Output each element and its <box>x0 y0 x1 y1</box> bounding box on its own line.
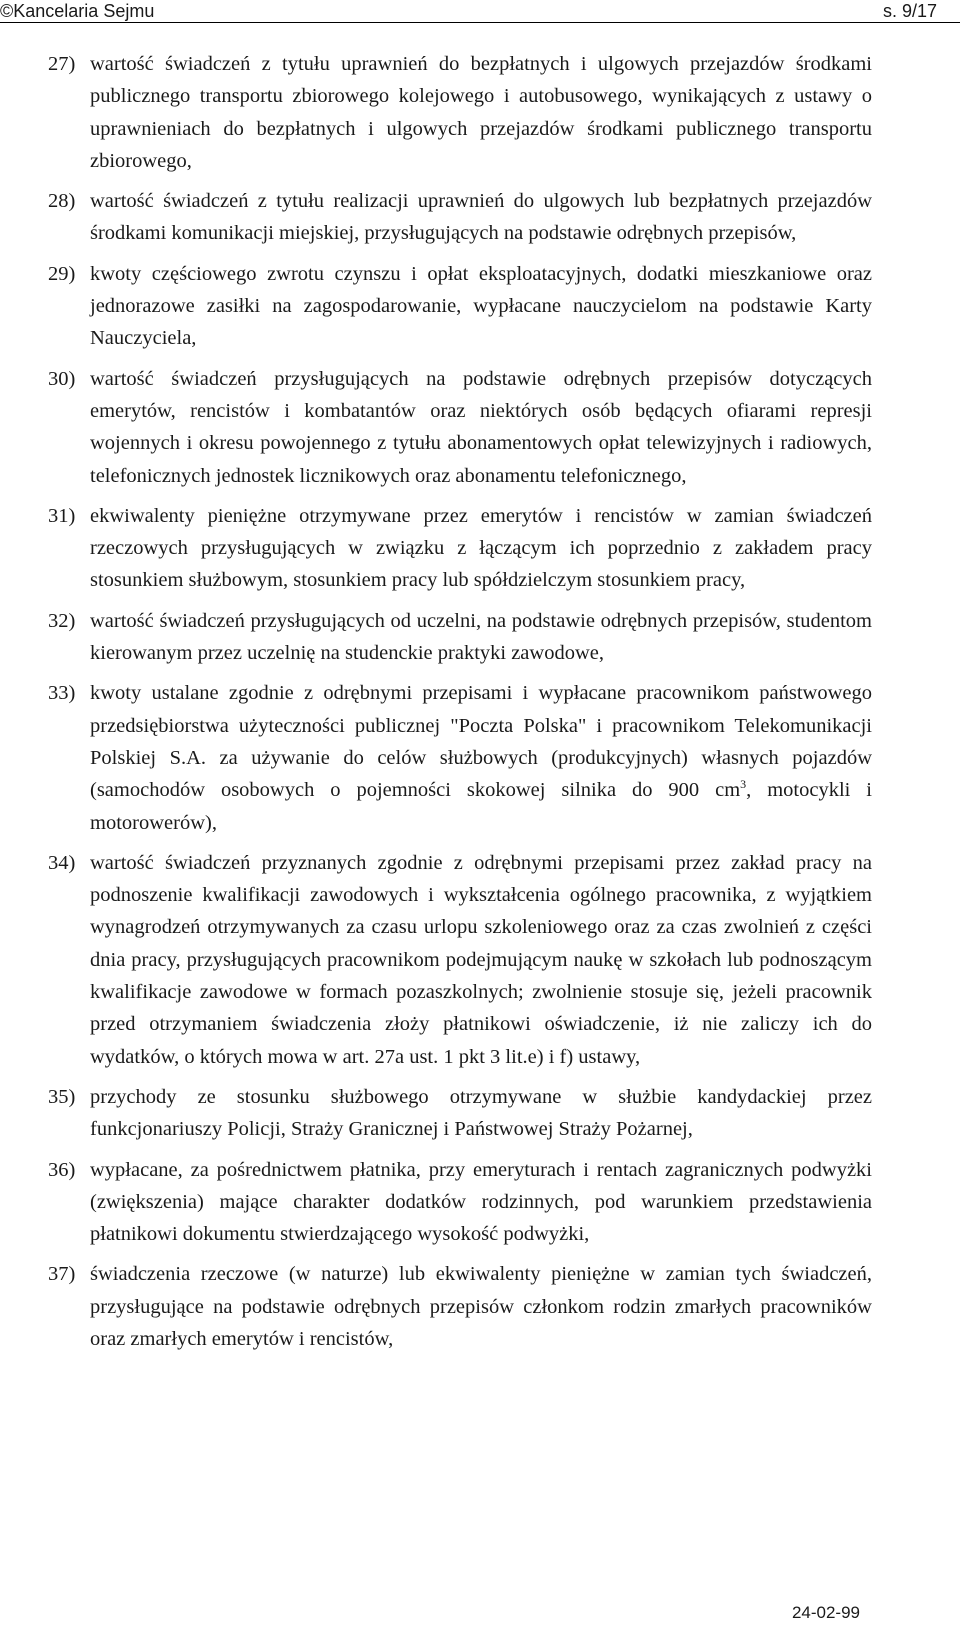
item-text-part: kwoty ustalane zgodnie z odrębnymi przepisami i wypłacane pracownikom państwowego przedsiębiorstwa użyteczności publicznej "Poczta Polska" i pracownikom Telekomunikacji Polskiej S.A. za używanie do celów służbowych (produkcyjnych) własnych pojazdów (samochodów osobowych o pojemności skokowej silnika do 900 cm <box>90 682 872 802</box>
list-item-30 <box>48 363 872 492</box>
item-number: 28) <box>48 190 76 213</box>
item-text: wartość świadczeń przysługujących od uczelni, na podstawie odrębnych przepisów, studentom kierowanym przez uczelnię na studenckie praktyki zawodowe, <box>90 609 872 665</box>
item-number: 36) <box>48 1158 76 1181</box>
list-item-31 <box>48 500 872 597</box>
page-header <box>0 0 960 24</box>
item-number: 35) <box>48 1085 76 1108</box>
list-item-29 <box>48 258 872 355</box>
item-number: 30) <box>48 367 76 390</box>
item-number: 27) <box>48 53 76 75</box>
item-number: 31) <box>48 504 76 527</box>
item-number: 34) <box>48 851 76 874</box>
document-body <box>48 48 872 1363</box>
list-item-34 <box>48 847 872 1073</box>
item-text: przychody ze stosunku służbowego otrzymywane w służbie kandydackiej przez funkcjonariuszy Policji, Straży Granicznej i Państwowej Straży Pożarnej, <box>90 1085 872 1141</box>
list-item-32 <box>48 605 872 670</box>
source-label: ©Kancelaria Sejmu <box>0 1 155 21</box>
footer-date: 24-02-99 <box>791 1603 860 1622</box>
item-text: wartość świadczeń przysługujących na podstawie odrębnych przepisów dotyczących emerytów, rencistów i kombatantów oraz niektórych osób będących ofiarami represji wojennych i okresu powojennego z tytułu abonamentowych opłat telewizyjnych i radiowych, telefonicznych jednostek licznikowych oraz abonamentu telefonicznego, <box>90 367 872 487</box>
item-text <box>90 677 872 838</box>
item-text-part: , motocykli i motorowerów), <box>90 779 872 834</box>
list-item-35 <box>48 1081 872 1146</box>
list-item-37 <box>48 1258 872 1355</box>
item-text: kwoty częściowego zwrotu czynszu i opłat eksploatacyjnych, dodatki mieszkaniowe oraz jednorazowe zasiłki na zagospodarowanie, wypłacane nauczycielom na podstawie Karty Nauczyciela, <box>90 262 872 350</box>
item-text: wartość świadczeń przyznanych zgodnie z odrębnymi przepisami przez zakład pracy na podnoszenie kwalifikacji zawodowych i wykształcenia ogólnego pracownika, z wyjątkiem wynagrodzeń otrzymywanych za czasu urlopu szkoleniowego oraz za czas zwolnień z części dnia pracy, przysługujących pracownikom podejmującym naukę w szkołach lub podnoszącym kwalifikacje zawodowe w formach pozaszkolnych; zwolnienie stosuje się, jeżeli pracownik przed otrzymaniem świadczenia złoży płatnikowi oświadczenie, iż nie zaliczy ich do wydatków, o których mowa w art. 27a ust. 1 pkt 3 lit.e) i f) ustawy, <box>90 851 872 1068</box>
list-item-33 <box>48 677 872 838</box>
header-rule <box>0 22 960 23</box>
superscript: 3 <box>740 777 747 792</box>
page-number: s. 9/17 <box>882 1 937 21</box>
item-number: 33) <box>48 682 76 705</box>
item-text: świadczenia rzeczowe (w naturze) lub ekwiwalenty pieniężne w zamian tych świadczeń, przysługujące na podstawie odrębnych przepisów członkom rodzin zmarłych pracowników oraz zmarłych emerytów i rencistów, <box>90 1263 872 1350</box>
list-item-27 <box>48 48 872 177</box>
list-item-36 <box>48 1154 872 1251</box>
item-number: 32) <box>48 609 76 632</box>
item-text: wartość świadczeń z tytułu uprawnień do bezpłatnych i ulgowych przejazdów środkami publicznego transportu zbiorowego kolejowego i autobusowego, wynikających z ustawy o uprawnieniach do bezpłatnych i ulgowych przejazdów środkami publicznego transportu zbiorowego, <box>90 53 872 172</box>
item-text: ekwiwalenty pieniężne otrzymywane przez emerytów i rencistów w zamian świadczeń rzeczowych przysługujących w związku z łączącym ich poprzednio z zakładem pracy stosunkiem służbowym, stosunkiem pracy lub spółdzielczym stosunkiem pracy, <box>90 504 872 592</box>
item-text: wartość świadczeń z tytułu realizacji uprawnień do ulgowych lub bezpłatnych przejazdów środkami komunikacji miejskiej, przysługujących na podstawie odrębnych przepisów, <box>90 190 872 245</box>
item-number: 37) <box>48 1263 76 1286</box>
item-number: 29) <box>48 262 76 285</box>
item-text: wypłacane, za pośrednictwem płatnika, przy emeryturach i rentach zagranicznych podwyżki (zwiększenia) mające charakter dodatków rodzinnych, pod warunkiem przedstawienia płatnikowi dokumentu stwierdzającego wysokość podwyżki, <box>90 1158 872 1246</box>
list-item-28 <box>48 185 872 250</box>
